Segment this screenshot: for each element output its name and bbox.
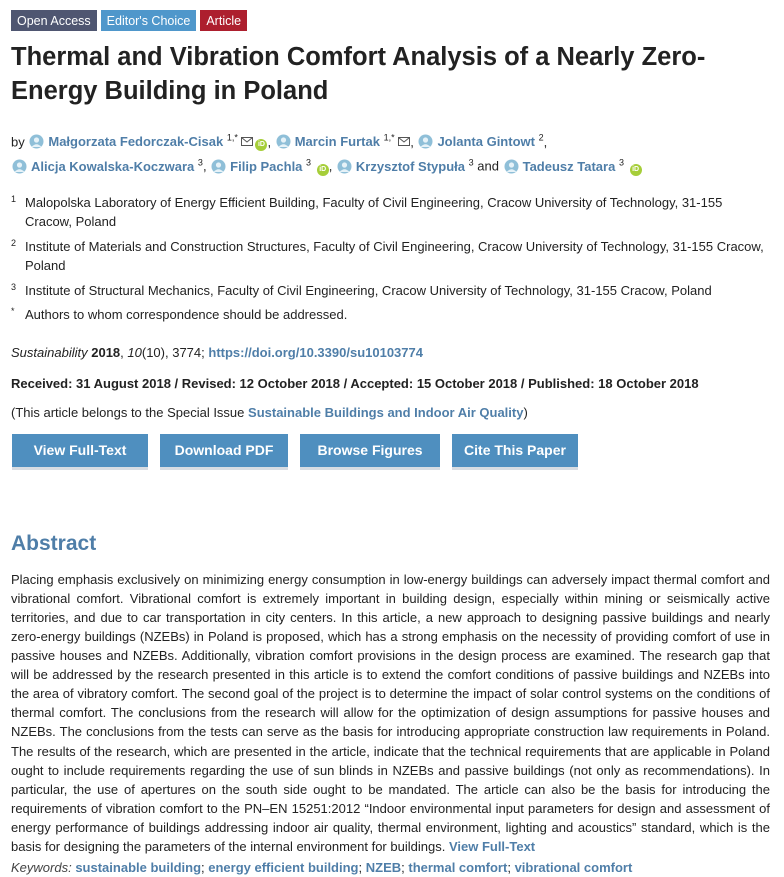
article-badges: [11, 10, 770, 32]
special-issue-link[interactable]: Sustainable Buildings and Indoor Air Quality: [248, 404, 524, 420]
affiliation-number: 3: [11, 281, 17, 292]
and-label: and: [477, 158, 499, 174]
keyword-link[interactable]: vibrational comfort: [514, 860, 633, 876]
author-name-link[interactable]: Małgorzata Fedorczak-Cisak: [48, 134, 224, 150]
author-affil-sup: 1,*: [383, 133, 395, 143]
keyword-link[interactable]: thermal comfort: [408, 860, 508, 876]
article-title: Thermal and Vibration Comfort Analysis of a Nearly Zero-Energy Building in Poland: [11, 43, 706, 105]
email-icon[interactable]: [241, 137, 253, 146]
author-profile-icon[interactable]: [275, 134, 292, 149]
citation-volume: 10: [127, 344, 142, 360]
affiliations: [11, 193, 770, 325]
publication-dates: Received: 31 August 2018 / Revised: 12 October 2018 / Accepted: 15 October 2018 / Published: 18 October 2018: [11, 375, 699, 391]
orcid-icon[interactable]: iD: [255, 139, 267, 151]
author-name-link[interactable]: Alicja Kowalska-Koczwara: [31, 158, 195, 174]
affiliation-number: 2: [11, 237, 17, 248]
affiliation-text: Institute of Structural Mechanics, Faculty of Civil Engineering, Cracow University of Technology, 31-155 Cracow, Poland: [25, 282, 712, 298]
author-profile-icon[interactable]: [11, 159, 28, 174]
author-item: [503, 159, 642, 174]
author-name-link[interactable]: Tadeusz Tatara: [522, 158, 616, 174]
keyword-link[interactable]: sustainable building: [75, 860, 202, 876]
author-affil-sup: 3: [197, 157, 203, 168]
special-issue-note: [11, 403, 770, 422]
keywords-line: Keywords: sustainable building; energy efficient building; NZEB; thermal comfort; vibrational comfort: [11, 860, 633, 876]
citation-line: Sustainability 2018, 10(10), 3774; https://doi.org/10.3390/su10103774: [11, 344, 423, 360]
download-pdf-button[interactable]: Download PDF: [160, 434, 288, 467]
author-list: by Małgorzata Fedorczak-Cisak $^{1,*}$ iD , Marcin Furtak $^{1,*}$ , Jolanta Gintowt $^2$, Alicja Kowalska-Koczwara $^3$, Filip Pachla $^3$ iD , Krzysztof Stypuła $^3$ and Tadeusz Tatara $^3$ iD: [11, 128, 770, 177]
affiliation-item: [11, 281, 770, 301]
keyword-link[interactable]: energy efficient building: [208, 860, 359, 876]
special-issue-suffix: ): [523, 404, 528, 420]
abstract-heading: Abstract: [11, 531, 97, 555]
affiliation-item: [11, 305, 770, 325]
journal-name: Sustainability: [11, 344, 88, 360]
orcid-icon[interactable]: iD: [630, 164, 642, 176]
abstract-text: Placing emphasis exclusively on minimizing energy consumption in low-energy buildings can adversely impact thermal comfort and vibrational comfort. Vibrational comfort is extremely important in building design, especially within mining or seismically active territories, and due to car transportation in city centers. In this article, a new approach to designing passive buildings and nearly zero-energy buildings (NZEBs) in Poland is proposed, which has a strong emphasis on the necessity of providing comfort of use in passive houses and NZEBs. Additionally, vibration comfort provisions in the design process are examined. The research gap that will be addressed by the research presented in this article is to extend the comfort conditions of passive buildings and NZEBs into the area of vibratory comfort. The second goal of the project is to determine the impact of solar control systems on the conditions of thermal comfort. The conclusions from the research will allow for the optimization of design assumptions for passive houses and NZEBs. The conclusions from the tests can serve as the basis for introducing appropriate construction law requirements in Poland. The results of the research, which are presented in the article, indicate that the technical requirements that are applicable in Poland ought to include requirements regarding the use of sun blinds in NZEBs and passive buildings (not only as recommendations). In particular, the use of apertures on the south side ought to be mandated. The article can also be the basis for introducing the requirements of vibration comfort to the PN–EN 15251:2012 “Indoor environmental input parameters for design and assessment of energy performance of buildings addressing indoor air quality, thermal environment, lighting and acoustics” standard, which is the basis for designing the parameters of the internal environment for buildings.: [11, 571, 770, 854]
author-name-link[interactable]: Krzysztof Stypuła: [355, 158, 465, 174]
affiliation-text: Institute of Materials and Construction Structures, Faculty of Civil Engineering, Cracow University of Technology, 31-155 Cracow, Poland: [25, 238, 764, 274]
author-item: [275, 134, 411, 149]
author-name-link[interactable]: Filip Pachla: [230, 158, 303, 174]
browse-figures-button[interactable]: Browse Figures: [300, 434, 440, 467]
author-profile-icon[interactable]: [210, 159, 227, 174]
editors-choice-badge[interactable]: Editor's Choice: [101, 10, 197, 31]
citation-year: 2018: [91, 344, 121, 360]
author-item: [11, 159, 203, 174]
open-access-badge[interactable]: Open Access: [11, 10, 97, 31]
author-affil-sup: 3: [306, 157, 312, 168]
affiliation-number: 1: [11, 193, 17, 204]
article-action-buttons: [12, 434, 770, 467]
citation-issue: (10): [141, 344, 165, 360]
author-item: [417, 134, 543, 149]
author-profile-icon[interactable]: [336, 159, 353, 174]
affiliation-item: [11, 193, 770, 232]
author-item: [336, 159, 474, 174]
author-item: [28, 134, 267, 149]
author-item: [210, 159, 329, 174]
author-affil-sup: 3: [618, 157, 624, 168]
orcid-icon[interactable]: iD: [317, 164, 329, 176]
keyword-link[interactable]: NZEB: [365, 860, 402, 876]
citation-article: , 3774;: [164, 344, 205, 360]
affiliation-item: [11, 237, 770, 276]
abstract-body: [11, 570, 770, 856]
author-name-link[interactable]: Marcin Furtak: [294, 134, 380, 150]
cite-this-paper-button[interactable]: Cite This Paper: [452, 434, 578, 467]
keywords-label: Keywords:: [11, 860, 72, 876]
author-profile-icon[interactable]: [503, 159, 520, 174]
affiliation-number: *: [11, 306, 15, 317]
view-full-text-button[interactable]: View Full-Text: [12, 434, 148, 467]
author-profile-icon[interactable]: [417, 134, 434, 149]
by-label: by: [11, 134, 25, 150]
doi-link[interactable]: https://doi.org/10.3390/su10103774: [208, 344, 423, 360]
author-affil-sup: 3: [468, 157, 474, 168]
author-profile-icon[interactable]: [28, 134, 45, 149]
email-icon[interactable]: [398, 137, 410, 146]
special-issue-prefix: (This article belongs to the Special Issue: [11, 404, 245, 420]
abstract-view-full-text-link[interactable]: View Full-Text: [448, 838, 536, 854]
article-type-badge[interactable]: Article: [200, 10, 247, 31]
affiliation-text: Malopolska Laboratory of Energy Efficient Building, Faculty of Civil Engineering, Cracow University of Technology, 31-155 Cracow, Poland: [25, 194, 723, 230]
author-affil-sup: 1,*: [226, 133, 238, 143]
author-name-link[interactable]: Jolanta Gintowt: [437, 134, 535, 150]
author-affil-sup: 2: [538, 133, 544, 143]
affiliation-text: Authors to whom correspondence should be addressed.: [25, 307, 348, 323]
